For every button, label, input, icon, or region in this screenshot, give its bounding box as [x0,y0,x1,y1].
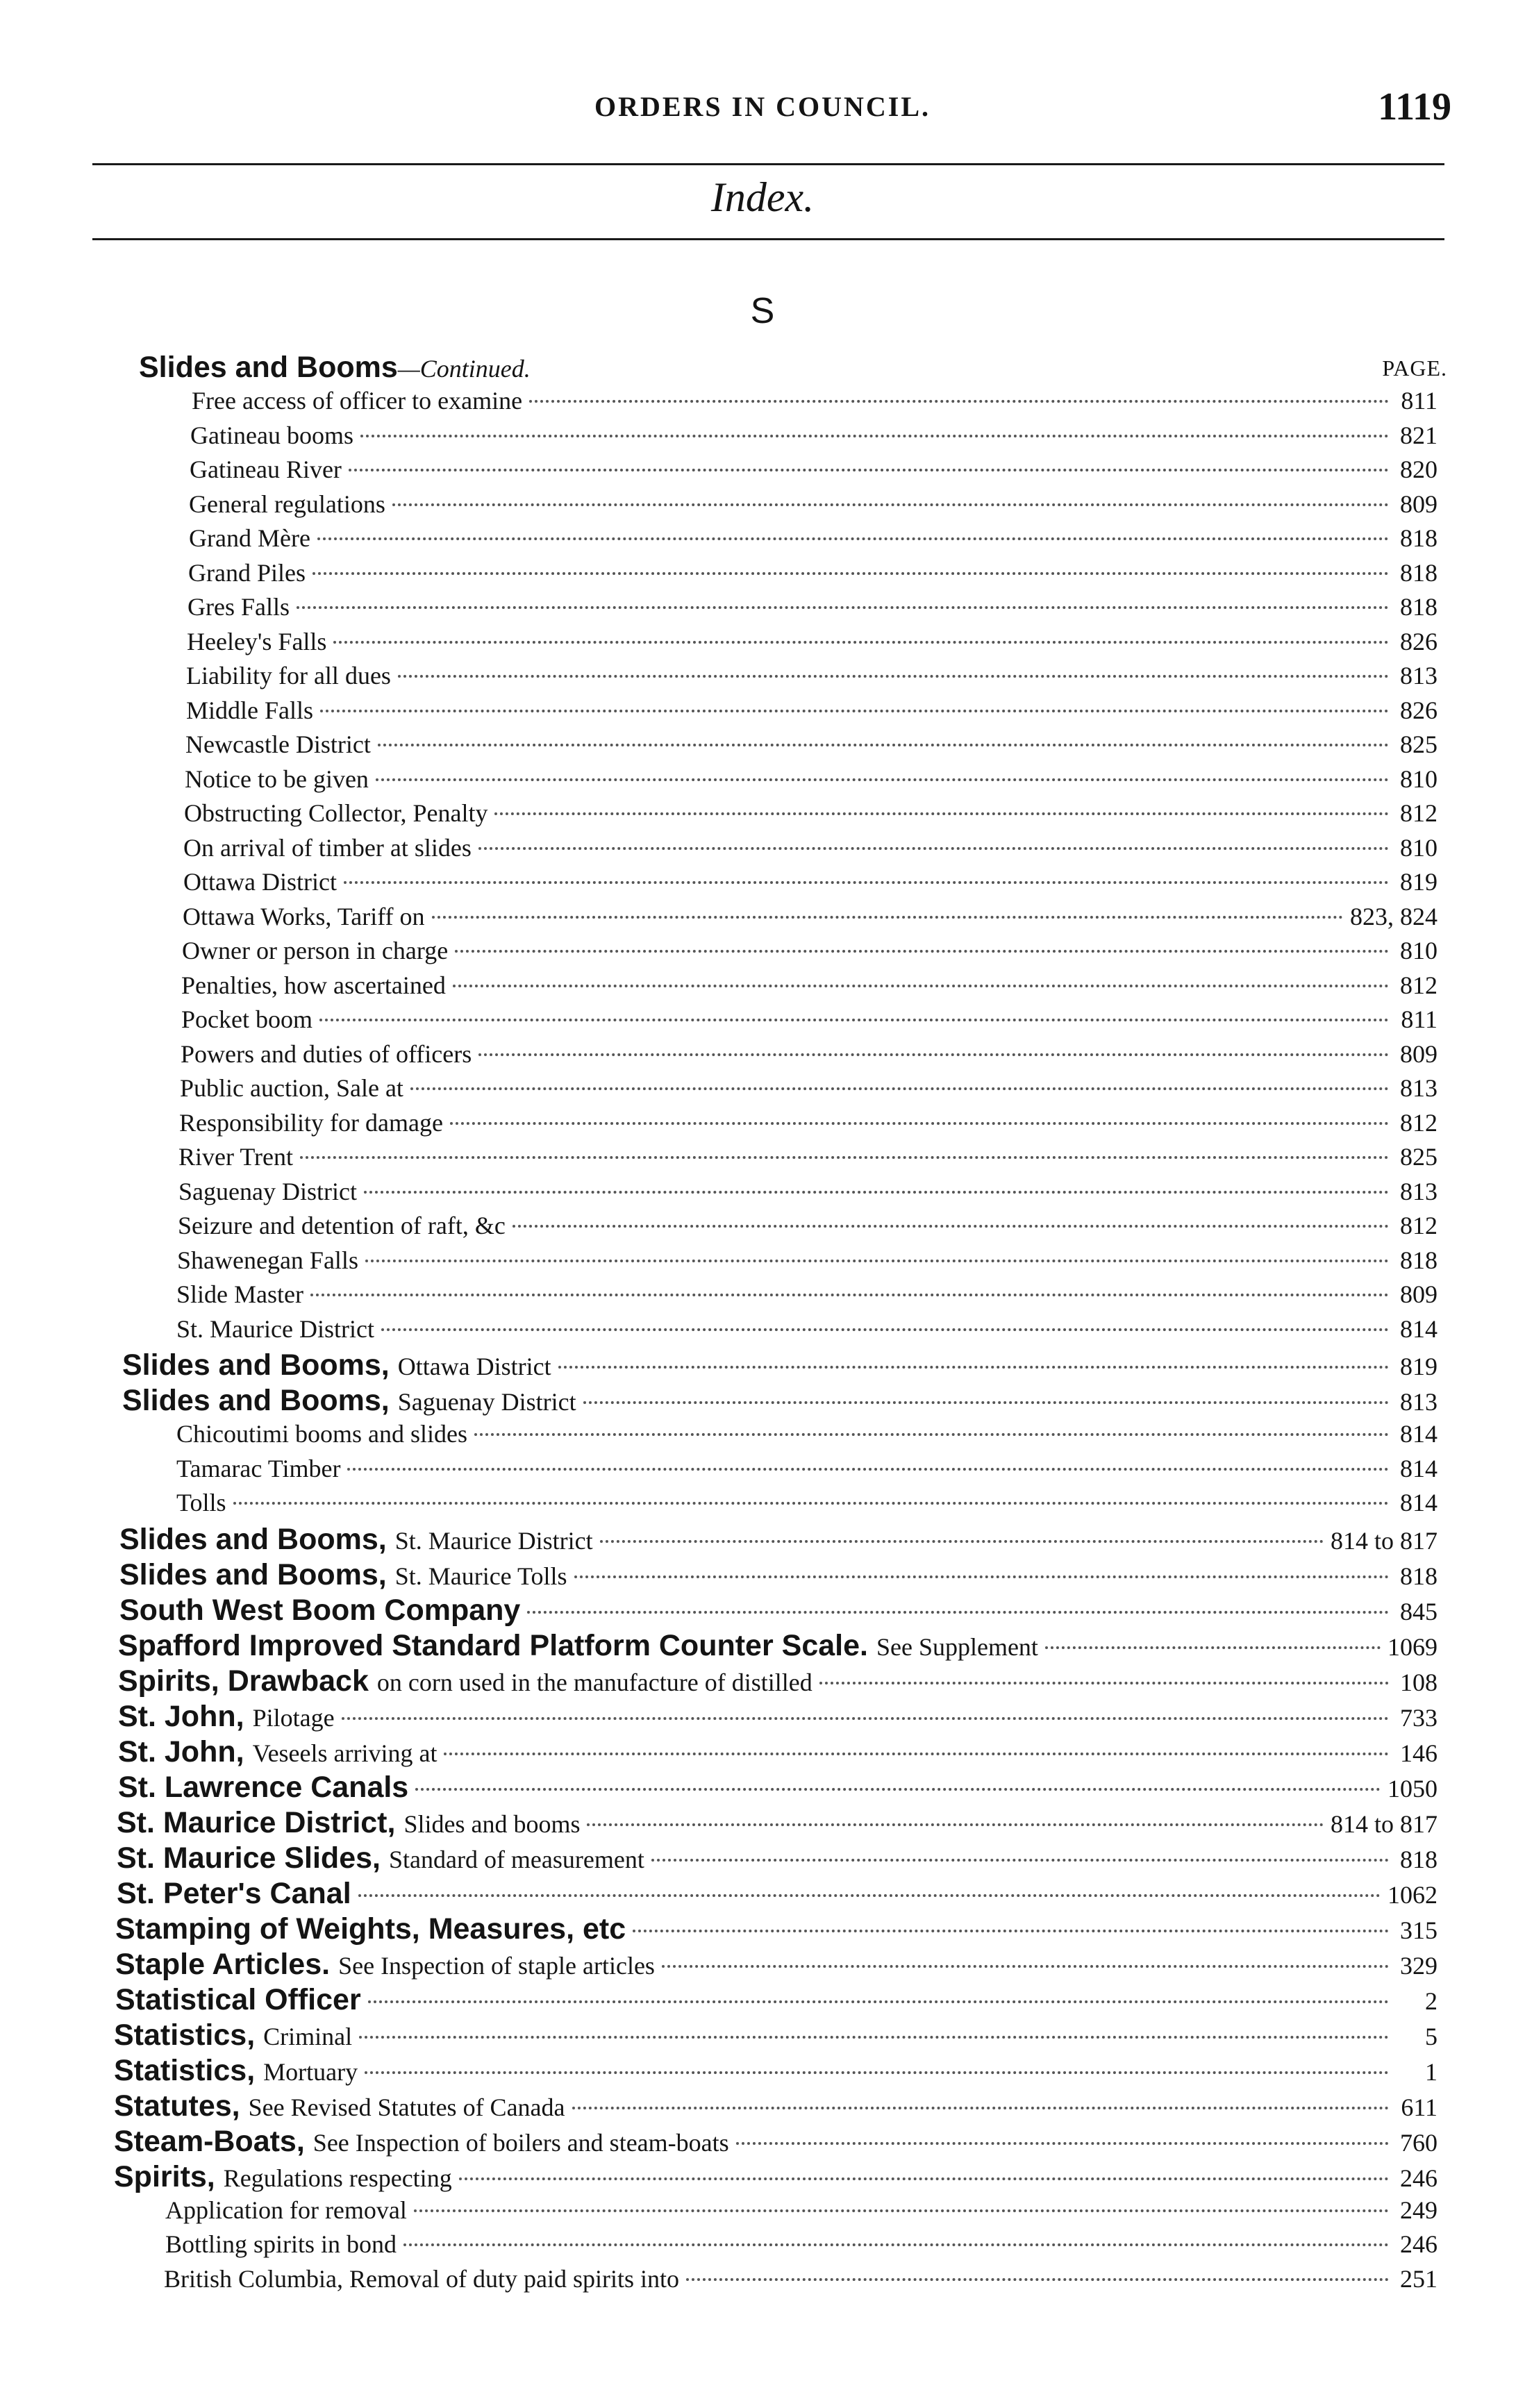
entry-text: Grand Mère [189,524,310,552]
entry-text: Tamarac Timber [176,1454,341,1482]
page-reference: 818 [1400,1845,1438,1873]
dot-leader [310,1294,1389,1296]
dot-leader [392,503,1389,506]
dot-leader [474,1433,1389,1436]
page-reference: 825 [1400,730,1438,758]
page-reference: 818 [1400,1246,1438,1274]
entry-heading: Slides and Booms, [119,1557,387,1591]
dot-leader [347,1468,1389,1471]
index-subentry [0,1177,1438,1212]
running-head [0,85,1525,132]
dot-leader [512,1225,1389,1228]
dot-leader [527,1611,1389,1614]
page-reference: 1062 [1388,1880,1438,1909]
page-reference: 809 [1400,1280,1438,1308]
dot-leader [398,675,1389,678]
entry-qualifier: St. Maurice Tolls [394,1562,567,1590]
page-reference: 826 [1400,627,1438,655]
page-reference: 611 [1401,2093,1438,2121]
dot-leader [381,1328,1389,1331]
page-reference: 810 [1400,764,1438,793]
index-heading-entry [0,1806,1438,1841]
dot-leader [583,1401,1389,1404]
dot-leader [403,2243,1389,2246]
page-reference: 108 [1400,1668,1438,1696]
page-reference: 810 [1400,937,1438,964]
dot-leader [494,812,1389,815]
page-reference: 814 [1400,1489,1438,1516]
dot-leader [233,1502,1390,1505]
letter-heading: S [750,291,775,331]
page-reference: 1069 [1388,1632,1438,1661]
page-reference: 812 [1400,971,1438,999]
page-reference: 811 [1401,1005,1438,1033]
index-heading-entry [0,1983,1438,2018]
index-subentry [0,1108,1438,1143]
dot-leader [662,1965,1389,1968]
page-reference: 820 [1400,455,1438,483]
dot-leader [317,537,1389,540]
index-subentry [0,799,1438,833]
index-subentry [0,1073,1438,1108]
page-reference: 1 [1425,2057,1438,2086]
entry-qualifier: —Continued. [397,355,531,383]
entry-text: Penalties, how ascertained [181,971,446,999]
index-heading-entry [0,1841,1438,1877]
entry-heading: Slides and Booms, [119,1522,387,1556]
index-subentry [0,524,1438,558]
entry-text: Ottawa District [183,868,337,896]
page-reference: 819 [1400,1353,1438,1380]
page-reference: 246 [1400,2164,1438,2192]
entry-heading: Statutes, [114,2089,240,2123]
index-heading-entry [0,1594,1438,1629]
page-reference: 813 [1400,1388,1438,1416]
index-heading-entry [0,2018,1438,2054]
dot-leader [651,1859,1389,1862]
dot-leader [342,1717,1389,1720]
index-subentry [0,558,1438,593]
entry-qualifier: See Inspection of staple articles [338,1951,655,1980]
entry-qualifier: Ottawa District [397,1353,551,1380]
entry-heading: Slides and Booms, [122,1384,390,1417]
entry-heading: St. Maurice Slides, [117,1841,381,1875]
page-reference: 819 [1400,868,1438,896]
entry-text: Obstructing Collector, Penalty [184,799,488,827]
page-reference: 825 [1400,1143,1438,1171]
entry-heading: Steam-Boats, [114,2124,305,2158]
dot-leader [600,1540,1324,1543]
dot-leader [358,1894,1381,1897]
entry-text: Notice to be given [185,764,369,793]
entry-text: Application for removal [165,2196,407,2224]
dot-leader [359,2036,1389,2039]
index-subentry [0,2196,1438,2230]
page-reference: 809 [1400,490,1438,518]
page-reference: 812 [1400,799,1438,827]
page-reference: 146 [1400,1739,1438,1767]
entry-qualifier: See Supplement [876,1632,1038,1661]
index-heading-entry [0,1877,1438,1912]
index-subentry [0,661,1438,696]
dot-leader [364,1191,1389,1194]
dot-leader [686,2278,1389,2281]
dot-leader [587,1823,1324,1826]
index-heading-entry [0,1912,1438,1948]
dot-leader [320,710,1389,712]
entry-text: Chicoutimi booms and slides [176,1420,467,1448]
entry-text: Gres Falls [188,593,290,621]
entry-qualifier: See Inspection of boilers and steam-boats [312,2128,729,2157]
dot-leader [368,2000,1389,2003]
index-subentry [0,833,1438,868]
entry-text: Free access of officer to examine [192,387,523,415]
dot-leader [365,1260,1389,1262]
index-heading-entry [0,1700,1438,1735]
index-subentry [0,867,1438,902]
dot-leader [344,881,1389,884]
index-heading-entry [0,1664,1438,1700]
index-subentry [0,386,1438,421]
entry-heading: Statistics, [114,2018,256,2052]
page-reference: 814 [1400,1454,1438,1482]
dot-leader [558,1366,1389,1369]
entry-heading: St. John, [118,1699,244,1733]
index-subentry [0,2264,1438,2299]
index-subentry [0,2230,1438,2264]
index-subentry [0,1211,1438,1246]
entry-qualifier: on corn used in the manufacture of distilled [376,1668,812,1696]
entry-qualifier: Regulations respecting [223,2164,452,2192]
section-rule [92,238,1444,240]
index-heading-entry [0,2089,1438,2125]
entry-text: Newcastle District [185,730,371,758]
dot-leader [415,1788,1381,1791]
dot-leader [319,1019,1389,1021]
page-reference: 5 [1425,2022,1438,2050]
dot-leader [333,641,1389,644]
dot-leader [633,1930,1389,1932]
entry-qualifier: Saguenay District [397,1388,576,1416]
index-heading-entry [0,2125,1438,2160]
entry-text: Powers and duties of officers [181,1039,472,1068]
dot-leader [819,1682,1389,1684]
page-reference: 2 [1425,1987,1438,2015]
entry-heading: St. Maurice District, [117,1805,396,1839]
index-heading-entry [0,1523,1438,1558]
entry-heading: Statistical Officer [115,1982,361,2016]
index-heading-entry [0,1771,1438,1806]
page-reference: 329 [1400,1951,1438,1980]
entry-text: Tolls [176,1489,226,1516]
dot-leader [1045,1646,1381,1649]
entry-heading: Spafford Improved Standard Platform Counter Scale. [118,1628,868,1662]
index-subentry [0,1314,1438,1349]
index-subentry [0,764,1438,799]
dot-leader [450,1122,1389,1125]
dot-leader [453,985,1389,987]
entry-text: Saguenay District [178,1177,357,1205]
dot-leader [529,400,1389,403]
dot-leader [365,2071,1389,2074]
entry-text: Liability for all dues [186,662,391,689]
entry-text: St. Maurice District [176,1314,374,1343]
page-reference: 814 to 817 [1330,1809,1438,1838]
index-subentry [0,1419,1438,1454]
entry-qualifier: Pilotage [252,1703,335,1732]
entry-heading: Staple Articles. [115,1947,331,1981]
top-rule [92,163,1444,165]
running-title: ORDERS IN COUNCIL. [594,91,931,122]
dot-leader [297,606,1389,609]
page-reference: 823, 824 [1350,902,1438,930]
entry-text: Grand Piles [188,558,306,587]
page-reference: 315 [1400,1916,1438,1944]
index-subentry [0,1246,1438,1280]
entry-qualifier: See Revised Statutes of Canada [248,2093,565,2121]
dot-leader [300,1156,1389,1159]
page-reference: 813 [1400,1177,1438,1205]
page-reference: 811 [1401,387,1438,415]
dot-leader [478,847,1389,850]
entry-text: On arrival of timber at slides [183,833,472,862]
index-subentry [0,1454,1438,1489]
entry-text: British Columbia, Removal of duty paid spirits into [164,2264,679,2293]
dot-leader [410,1087,1389,1090]
entry-text: Middle Falls [186,696,314,724]
index-heading-entry [0,1558,1438,1594]
index-subentry [0,902,1438,937]
page-reference: 814 to 817 [1330,1526,1438,1555]
entry-text: Ottawa Works, Tariff on [183,902,425,930]
index-heading-entry [0,1629,1438,1664]
index-subentry [0,696,1438,730]
dot-leader [478,1053,1389,1056]
entry-text: Public auction, Sale at [180,1074,403,1102]
dot-leader [459,2177,1389,2180]
page-column-label: PAGE. [1382,356,1447,381]
page-reference: 818 [1400,524,1438,552]
entry-heading: Stamping of Weights, Measures, etc [115,1912,626,1946]
entry-text: Pocket boom [181,1005,312,1033]
index-subentry [0,936,1438,971]
index-subentry [0,627,1438,662]
entry-text: Responsibility for damage [179,1108,443,1137]
entry-text: General regulations [189,490,385,518]
dot-leader [444,1753,1389,1755]
page-reference: 249 [1400,2196,1438,2224]
page-reference: 826 [1400,696,1438,724]
index-heading-entry [0,2054,1438,2089]
index-subentry [0,971,1438,1005]
entry-heading: St. Peter's Canal [117,1876,351,1910]
entry-heading: Slides and Booms, [122,1348,390,1382]
entry-text: Owner or person in charge [182,937,449,964]
page-reference: 733 [1400,1703,1438,1732]
index-subentry [0,421,1438,455]
entry-heading: Spirits, Drawback [118,1664,369,1698]
dot-leader [414,2209,1389,2212]
index-heading-entry [0,2160,1438,2196]
dot-leader [349,469,1389,471]
dot-leader [572,2107,1390,2109]
dot-leader [736,2142,1389,2145]
page-reference: 812 [1400,1212,1438,1239]
page-reference: 812 [1400,1108,1438,1137]
index-heading-entry [0,1948,1438,1983]
page-reference: 251 [1400,2264,1438,2293]
page-number: 1119 [1378,85,1451,128]
index-subentry [0,1005,1438,1039]
page-reference: 809 [1400,1039,1438,1068]
index-subentry [0,1039,1438,1074]
index-subentry [0,1488,1438,1523]
page-reference: 246 [1400,2230,1438,2258]
index-subentry [0,455,1438,490]
page-reference: 845 [1400,1597,1438,1625]
index-subentry [0,1280,1438,1314]
page-reference: 818 [1400,558,1438,587]
entry-heading: Slides and Booms [139,351,398,384]
entry-text: Seizure and detention of raft, &c [178,1212,506,1239]
entry-text: Shawenegan Falls [177,1246,358,1274]
dot-leader [312,572,1389,575]
dot-leader [455,950,1389,953]
page-reference: 814 [1400,1420,1438,1448]
entry-heading: South West Boom Company [119,1593,521,1627]
entry-qualifier: Criminal [263,2022,353,2050]
page-reference: 813 [1400,1074,1438,1102]
page-reference: 821 [1400,421,1438,449]
entry-text: River Trent [178,1143,294,1171]
entry-text: Slide Master [176,1280,303,1308]
entry-qualifier: Veseels arriving at [252,1739,438,1767]
page-reference: 818 [1400,593,1438,621]
entry-qualifier: St. Maurice District [394,1526,593,1555]
entry-heading: Spirits, [114,2159,215,2193]
index-subentry [0,1142,1438,1177]
page-reference: 810 [1400,833,1438,862]
index-heading-entry [0,1735,1438,1771]
index-entries [0,351,1525,2298]
entry-text: Gatineau River [190,455,342,483]
entry-heading: Statistics, [114,2053,256,2087]
entry-heading: St. Lawrence Canals [118,1770,409,1804]
index-subentry [0,592,1438,627]
page-reference: 760 [1400,2128,1438,2157]
dot-leader [378,744,1389,746]
dot-leader [432,916,1343,919]
entry-qualifier: Slides and booms [403,1809,581,1838]
entry-text: Heeley's Falls [187,627,327,655]
index-heading-entry [0,351,1438,386]
entry-text: Bottling spirits in bond [165,2230,397,2258]
entry-heading: St. John, [118,1734,244,1769]
page-reference: 1050 [1388,1774,1438,1803]
dot-leader [360,435,1389,437]
page-reference: 813 [1400,662,1438,689]
entry-qualifier: Mortuary [263,2057,358,2086]
dot-leader [574,1575,1389,1578]
entry-qualifier: Standard of measurement [388,1845,644,1873]
entry-text: Gatineau booms [190,421,353,449]
index-heading-entry [0,1348,1438,1384]
index-heading-entry [0,1384,1438,1419]
index-subentry [0,730,1438,764]
index-subentry [0,490,1438,524]
page-reference: 818 [1400,1562,1438,1590]
section-title: Index. [710,174,815,220]
page-reference: 814 [1400,1314,1438,1343]
dot-leader [376,778,1389,781]
